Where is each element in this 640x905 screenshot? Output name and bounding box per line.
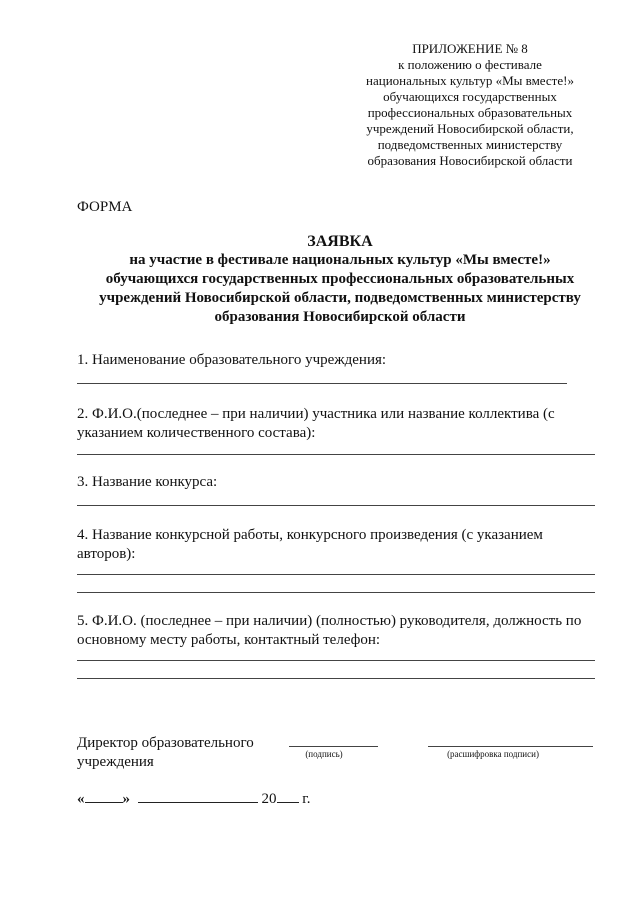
appendix-line: национальных культур «Мы вместе!» [366, 73, 574, 88]
answer-line-5a[interactable] [77, 660, 595, 661]
appendix-line: обучающихся государственных [383, 89, 557, 104]
year-suffix: г. [302, 791, 311, 807]
appendix-line: ПРИЛОЖЕНИЕ № 8 [412, 41, 528, 56]
signature-line[interactable] [289, 746, 378, 747]
appendix-line: учреждений Новосибирской области, [366, 121, 574, 136]
question-5-label: 5. Ф.И.О. (последнее – при наличии) (полностью) руководителя, должность по основному месту работы, контактный телефон: [77, 613, 582, 648]
title-main: ЗАЯВКА [307, 233, 373, 250]
answer-line-1[interactable] [77, 383, 567, 384]
appendix-line: подведомственных министерству [377, 137, 563, 152]
date-line [77, 790, 310, 808]
answer-line-5b[interactable] [77, 678, 595, 679]
appendix-line: профессиональных образовательных [367, 105, 573, 120]
appendix-header [340, 41, 600, 169]
signature-label [77, 734, 254, 772]
document-title [60, 232, 620, 327]
answer-line-2[interactable] [77, 454, 595, 455]
answer-line-3[interactable] [77, 505, 595, 506]
title-line: образования Новосибирской области [214, 309, 466, 325]
month-blank[interactable] [138, 790, 258, 803]
title-line: обучающихся государственных профессиональных образовательных [105, 271, 575, 287]
day-blank[interactable] [85, 790, 123, 803]
year-blank[interactable] [277, 790, 299, 803]
question-4-label: 4. Название конкурсной работы, конкурсного произведения (с указанием авторов): [77, 527, 543, 562]
title-line: учреждений Новосибирской области, подведомственных министерству [99, 290, 581, 306]
answer-line-4b[interactable] [77, 592, 595, 593]
question-1-label: 1. Наименование образовательного учреждения: [77, 352, 387, 368]
appendix-line: к положению о фестивале [398, 57, 542, 72]
date-close-quote: » [122, 791, 130, 807]
signature-decode-line[interactable] [428, 746, 593, 747]
question-2-label: 2. Ф.И.О.(последнее – при наличии) участника или название коллектива (с указанием количественного состава): [77, 406, 555, 441]
signature-caption: (подпись) [305, 749, 343, 759]
title-line: на участие в фестивале национальных культур «Мы вместе!» [129, 252, 551, 268]
signature-label-line2: учреждения [77, 754, 154, 770]
form-label: ФОРМА [77, 199, 133, 215]
signature-label-line1: Директор образовательного [77, 735, 254, 751]
question-3-label: 3. Название конкурса: [77, 474, 218, 490]
date-open-quote: « [77, 791, 85, 807]
answer-line-4a[interactable] [77, 574, 595, 575]
signature-decode-caption: (расшифровка подписи) [447, 749, 539, 759]
appendix-line: образования Новосибирской области [367, 153, 573, 168]
year-prefix: 20 [261, 791, 277, 807]
